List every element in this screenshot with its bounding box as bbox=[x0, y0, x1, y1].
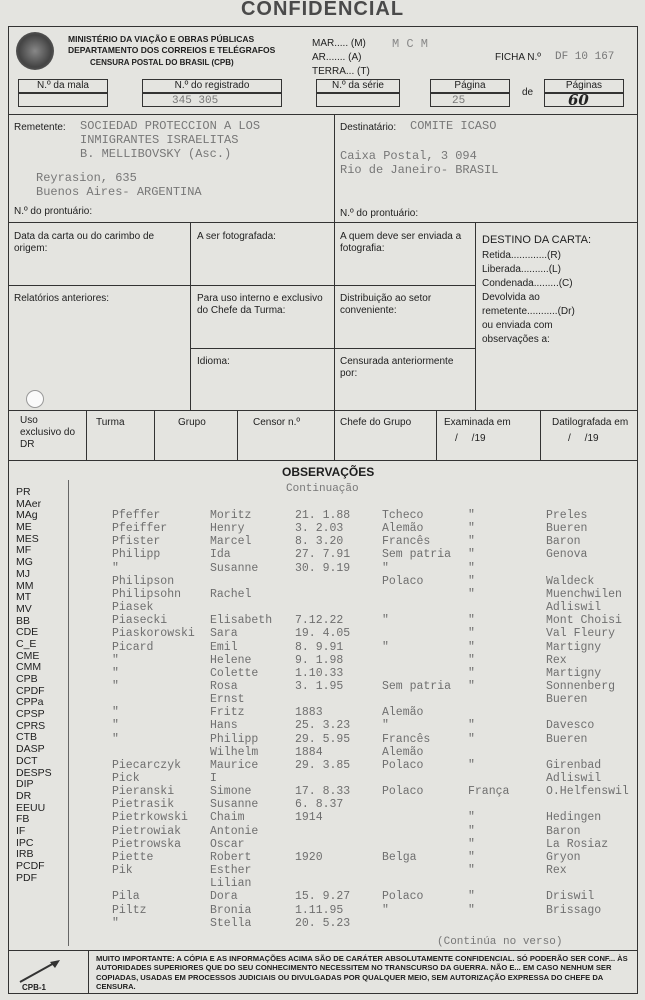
city-cell: Mont Choisi bbox=[546, 614, 622, 628]
nationality-cell: Sem patria bbox=[382, 548, 452, 562]
birth-date-cell: 17. 8.33 bbox=[295, 785, 351, 799]
mala-value-box bbox=[18, 93, 108, 107]
nationality-cell: Alemão bbox=[382, 745, 424, 759]
observation-row bbox=[0, 706, 645, 719]
pagina-label: Página bbox=[454, 80, 486, 91]
agency-code: MES bbox=[16, 532, 39, 545]
city-cell: Baron bbox=[546, 535, 581, 549]
observation-row bbox=[0, 848, 645, 864]
surname-cell: Pfister bbox=[112, 535, 161, 549]
mar-label: MAR..... (M) bbox=[312, 38, 366, 49]
ministry-name: MINISTÉRIO DA VIAÇÃO E OBRAS PÚBLICAS bbox=[68, 34, 255, 44]
status-cell: " bbox=[468, 627, 475, 641]
destino-liberada: Liberada..........(L) bbox=[482, 264, 561, 275]
surname-cell: " bbox=[112, 653, 119, 667]
given-name-cell: Hans bbox=[210, 719, 238, 733]
censorship-name: CENSURA POSTAL DO BRASIL (CPB) bbox=[90, 58, 234, 67]
chefe-grupo-label: Chefe do Grupo bbox=[340, 417, 412, 428]
given-name-cell: Dora bbox=[210, 890, 238, 904]
recipient-name: COMITE ICASO bbox=[410, 119, 497, 133]
status-cell: " bbox=[468, 864, 475, 878]
nationality-cell: " bbox=[382, 719, 389, 733]
surname-cell: " bbox=[112, 561, 119, 575]
agency-code: MM bbox=[16, 579, 34, 592]
city-cell: Rex bbox=[546, 864, 567, 878]
sender-line-1: SOCIEDAD PROTECCION A LOS bbox=[80, 119, 261, 133]
nationality-cell: Polaco bbox=[382, 758, 424, 772]
surname-cell: Piaskorowski bbox=[112, 627, 195, 641]
agency-code: DCT bbox=[16, 754, 38, 767]
observation-row bbox=[0, 890, 645, 903]
status-cell: " bbox=[468, 587, 475, 601]
given-name-cell: Emil bbox=[210, 640, 238, 654]
data-carta-label: Data da carta ou do carimbo de origem: bbox=[14, 231, 155, 254]
status-cell: " bbox=[468, 522, 475, 536]
given-name-cell: Simone bbox=[210, 785, 252, 799]
surname-cell: Picard bbox=[112, 640, 154, 654]
nationality-cell: Francês bbox=[382, 732, 431, 746]
surname-cell: Pila bbox=[112, 890, 140, 904]
distribuicao-label: Distribuição ao setor conveniente: bbox=[340, 293, 432, 316]
city-cell: Driswil bbox=[546, 890, 595, 904]
city-cell: Preles bbox=[546, 509, 588, 522]
city-cell: La Rosiaz bbox=[546, 837, 609, 851]
status-cell: " bbox=[468, 509, 475, 522]
registrado-box bbox=[142, 79, 282, 93]
nationality-cell: Francês bbox=[382, 535, 431, 549]
surname-cell: Philipp bbox=[112, 548, 161, 562]
terra-label: TERRA... (T) bbox=[312, 66, 370, 77]
paginas-label: Páginas bbox=[565, 80, 603, 91]
observation-row bbox=[0, 588, 645, 601]
observation-row bbox=[0, 575, 645, 588]
nationality-cell: Belga bbox=[382, 850, 417, 864]
given-name-cell: Colette bbox=[210, 666, 259, 680]
agency-code: IPC bbox=[16, 836, 34, 849]
given-name-cell: Marcel bbox=[210, 535, 252, 549]
observacoes-title: OBSERVAÇÕES bbox=[282, 465, 375, 479]
nationality-cell: Sem patria bbox=[382, 679, 452, 693]
observation-row bbox=[0, 667, 645, 680]
city-cell: Bueren bbox=[546, 522, 588, 536]
city-cell: Sonnenberg bbox=[546, 679, 616, 693]
given-name-cell: Henry bbox=[210, 522, 245, 536]
observation-row bbox=[0, 743, 645, 759]
given-name-cell: Oscar bbox=[210, 837, 245, 851]
agency-code: ME bbox=[16, 521, 32, 534]
mala-box bbox=[18, 79, 108, 93]
status-cell: " bbox=[468, 574, 475, 588]
surname-cell: Piecarczyk bbox=[112, 758, 182, 772]
agency-code: CME bbox=[16, 649, 40, 662]
status-cell: " bbox=[468, 535, 475, 549]
mar-value: M C M bbox=[392, 37, 429, 51]
birth-date-cell: 29. 3.85 bbox=[295, 758, 351, 772]
surname-cell: Philipson bbox=[112, 574, 175, 588]
given-name-cell: Antonie bbox=[210, 824, 259, 838]
surname-cell: " bbox=[112, 679, 119, 693]
sender-line-2: INMIGRANTES ISRAELITAS bbox=[80, 133, 239, 147]
coat-of-arms-icon bbox=[16, 32, 54, 70]
birth-date-cell: 30. 9.19 bbox=[295, 561, 351, 575]
status-cell: " bbox=[468, 719, 475, 733]
city-cell: Gryon bbox=[546, 850, 581, 864]
mala-label: N.º da mala bbox=[36, 80, 89, 91]
agency-code: MAer bbox=[16, 497, 42, 510]
status-cell: " bbox=[468, 679, 475, 693]
birth-date-cell: 19. 4.05 bbox=[295, 627, 351, 641]
nationality-cell: Tcheco bbox=[382, 509, 424, 522]
given-name-cell: Maurice bbox=[210, 758, 259, 772]
city-cell: Brissago bbox=[546, 903, 602, 917]
given-name-cell: Robert bbox=[210, 850, 252, 864]
ar-label: AR....... (A) bbox=[312, 52, 362, 63]
agency-code: MJ bbox=[16, 567, 30, 580]
ficha-value: DF 10 167 bbox=[555, 51, 615, 63]
observation-row bbox=[0, 562, 645, 575]
serie-label: N.º da série bbox=[331, 80, 384, 91]
agency-code: PDF bbox=[16, 871, 37, 884]
agency-code: CMM bbox=[16, 661, 42, 674]
observation-row bbox=[0, 601, 645, 614]
surname-cell: Pietrowiak bbox=[112, 824, 182, 838]
status-cell: " bbox=[468, 640, 475, 654]
surname-cell: Piasek bbox=[112, 601, 154, 615]
examinada-label: Examinada em bbox=[444, 417, 511, 428]
city-cell: Adliswil bbox=[546, 772, 602, 785]
birth-date-cell: 1920 bbox=[295, 850, 323, 864]
destino-title: DESTINO DA CARTA: bbox=[482, 234, 592, 246]
destino-retida: Retida.............(R) bbox=[482, 250, 561, 261]
status-cell: " bbox=[468, 666, 475, 680]
sender-line-3: B. MELLIBOVSKY (Asc.) bbox=[80, 147, 232, 161]
agency-code: IRB bbox=[16, 848, 34, 861]
sender-line-4: Reyrasion, 635 bbox=[36, 171, 137, 185]
observation-row bbox=[0, 917, 645, 930]
observation-row bbox=[0, 548, 645, 561]
given-name-cell: Philipp bbox=[210, 732, 259, 746]
agency-code: MAg bbox=[16, 509, 38, 522]
observation-row bbox=[0, 759, 645, 772]
agency-code: DASP bbox=[16, 743, 45, 756]
nationality-cell: " bbox=[382, 903, 389, 917]
given-name-cell: Elisabeth bbox=[210, 614, 273, 628]
city-cell: Hedingen bbox=[546, 811, 602, 825]
observation-row bbox=[0, 719, 645, 732]
observation-row bbox=[0, 637, 645, 654]
status-cell: " bbox=[468, 837, 475, 851]
given-name-cell: Wilhelm bbox=[210, 745, 259, 759]
given-name-cell: Chaim bbox=[210, 811, 245, 825]
agency-code: FB bbox=[16, 813, 30, 826]
agency-code: C_E bbox=[16, 637, 37, 650]
surname-cell: Pfeiffer bbox=[112, 522, 168, 536]
observation-row bbox=[0, 772, 645, 785]
observation-row bbox=[0, 627, 645, 640]
city-cell: Martigny bbox=[546, 640, 602, 654]
observation-row bbox=[0, 509, 645, 522]
birth-date-cell: 1914 bbox=[295, 811, 323, 825]
observation-row bbox=[0, 838, 645, 851]
city-cell: Bueren bbox=[546, 732, 588, 746]
punch-hole bbox=[26, 390, 44, 408]
surname-cell: " bbox=[112, 732, 119, 746]
ser-fotografada-label: A ser fotografada: bbox=[197, 231, 276, 242]
agency-code: MV bbox=[16, 602, 32, 615]
given-name-cell: Helene bbox=[210, 653, 252, 667]
observation-row bbox=[0, 811, 645, 824]
surname-cell: Piette bbox=[112, 850, 154, 864]
agency-code: MF bbox=[16, 544, 32, 557]
sender-prontuario-label: N.º do prontuário: bbox=[14, 206, 93, 217]
observation-row bbox=[0, 614, 645, 627]
observation-row bbox=[0, 693, 645, 706]
destino-enviada-1: ou enviada com bbox=[482, 320, 553, 331]
observation-row bbox=[0, 798, 645, 811]
given-name-cell: Rachel bbox=[210, 587, 252, 601]
quem-fotografia-label: A quem deve ser enviada a fotografia: bbox=[340, 231, 462, 254]
observation-row bbox=[0, 825, 645, 838]
given-name-cell: Esther bbox=[210, 864, 252, 878]
datilografada-date: / /19 bbox=[568, 433, 599, 444]
pagina-box bbox=[430, 79, 510, 93]
nationality-cell: " bbox=[382, 561, 389, 575]
given-name-cell: Rosa bbox=[210, 679, 238, 693]
given-name-cell: Fritz bbox=[210, 706, 245, 720]
nationality-cell: Alemão bbox=[382, 522, 424, 536]
given-name-cell: Susanne bbox=[210, 561, 259, 575]
recipient-label: Destinatário: bbox=[340, 122, 397, 133]
city-cell: Adliswil bbox=[546, 601, 602, 615]
observation-row bbox=[0, 654, 645, 667]
agency-code: DIP bbox=[16, 778, 34, 791]
uso-exclusivo-label: Uso exclusivo do DR bbox=[20, 415, 76, 450]
recipient-line-2: Caixa Postal, 3 094 bbox=[340, 149, 477, 163]
destino-enviada-2: observações a: bbox=[482, 334, 550, 345]
serie-box bbox=[316, 79, 400, 93]
agency-code: BB bbox=[16, 614, 31, 627]
agency-code: CDE bbox=[16, 626, 39, 639]
surname-cell: " bbox=[112, 666, 119, 680]
city-cell: Genova bbox=[546, 548, 588, 562]
city-cell: Girenbad bbox=[546, 758, 602, 772]
observacoes-subtitle: Continuação bbox=[286, 483, 359, 495]
city-cell: Rex bbox=[546, 653, 567, 667]
status-cell: " bbox=[468, 653, 475, 667]
turma-label: Turma bbox=[96, 417, 125, 428]
agency-code: PCDF bbox=[16, 860, 45, 872]
ficha-label: FICHA N.º bbox=[495, 52, 541, 63]
confidential-stamp: CONFIDENCIAL bbox=[240, 0, 405, 20]
birth-date-cell: 1.11.95 bbox=[295, 903, 344, 917]
paginas-value: 60 bbox=[568, 91, 589, 109]
confidentiality-note: MUITO IMPORTANTE: A CÓPIA E AS INFORMAÇÕES ACIMA SÃO DE CARÁTER ABSOLUTAMENTE CONFIDENCIAL. SÓ PODERÃO SER CONF... ÀS AUTORIDADES SUPERIORES QUE DO SEU CONHECIMENTO NECESSITEM NO TRANSCURSO DA GUERRA. NÃO E... EM CASO NENHUM SER COPIADAS, USADAS EM PROCESSOS JUDICIAIS OU DIVULGADAS POR QUALQUER MEIO, SEM AUTORIZAÇÃO EXPRESSA DO CHEFE DA CENSURA. bbox=[96, 954, 628, 992]
city-cell: Bueren bbox=[546, 693, 588, 707]
birth-date-cell: 29. 5.95 bbox=[295, 732, 351, 746]
status-cell: " bbox=[468, 824, 475, 838]
birth-date-cell: 6. 8.37 bbox=[295, 798, 344, 812]
form-id: CPB-1 bbox=[22, 983, 47, 992]
birth-date-cell: 21. 1.88 bbox=[295, 509, 351, 522]
agency-code: CPRS bbox=[16, 719, 46, 732]
surname-cell: " bbox=[112, 916, 119, 930]
observation-row bbox=[0, 864, 645, 877]
status-cell: " bbox=[468, 811, 475, 825]
status-cell: " bbox=[468, 850, 475, 864]
destino-devolvida-2: remetente...........(Dr) bbox=[482, 306, 575, 317]
birth-date-cell: 7.12.22 bbox=[295, 614, 344, 628]
observation-row bbox=[0, 532, 645, 549]
serie-value-box bbox=[316, 93, 400, 107]
surname-cell: " bbox=[112, 706, 119, 720]
birth-date-cell: 20. 5.23 bbox=[295, 916, 351, 930]
birth-date-cell: 8. 3.20 bbox=[295, 535, 344, 549]
surname-cell: Pietrasik bbox=[112, 798, 175, 812]
continua-note: (Continúa no verso) bbox=[437, 936, 563, 948]
pagina-value: 25 bbox=[452, 95, 466, 107]
censor-label: Censor n.º bbox=[253, 417, 301, 428]
birth-date-cell: 8. 9.91 bbox=[295, 640, 344, 654]
status-cell: " bbox=[468, 548, 475, 562]
status-cell: " bbox=[468, 903, 475, 917]
examinada-date: / /19 bbox=[455, 433, 486, 444]
status-cell: " bbox=[468, 561, 475, 575]
uso-interno-label: Para uso interno e exclusivo do Chefe da Turma: bbox=[197, 293, 323, 316]
city-cell: Martigny bbox=[546, 666, 602, 680]
grupo-label: Grupo bbox=[178, 417, 206, 428]
agency-code: CPSP bbox=[16, 708, 45, 721]
registrado-label: N.º do registrado bbox=[174, 80, 250, 91]
department-name: DEPARTAMENTO DOS CORREIOS E TELÉGRAFOS bbox=[68, 45, 276, 55]
city-cell: Muenchwilen bbox=[546, 587, 622, 601]
given-name-cell: I bbox=[210, 772, 217, 785]
agency-code: MG bbox=[16, 556, 33, 569]
given-name-cell: Susanne bbox=[210, 798, 259, 812]
relatorios-label: Relatórios anteriores: bbox=[14, 293, 110, 304]
destino-devolvida-1: Devolvida ao bbox=[482, 292, 540, 303]
surname-cell: Pietrkowski bbox=[112, 811, 188, 825]
surname-cell: Pick bbox=[112, 772, 140, 785]
nationality-cell: " bbox=[382, 614, 389, 628]
given-name-cell: Lilian bbox=[210, 877, 252, 891]
given-name-cell: Ernst bbox=[210, 693, 245, 707]
agency-code: PR bbox=[16, 486, 31, 498]
observation-row bbox=[0, 904, 645, 917]
birth-date-cell: 9. 1.98 bbox=[295, 653, 344, 667]
agency-code: CPPa bbox=[16, 696, 44, 709]
surname-cell: Pieranski bbox=[112, 785, 175, 799]
de-label: de bbox=[522, 87, 534, 98]
status-cell: " bbox=[468, 758, 475, 772]
agency-code: DESPS bbox=[16, 766, 52, 779]
nationality-cell: Polaco bbox=[382, 785, 424, 799]
nationality-cell: Polaco bbox=[382, 890, 424, 904]
sender-line-5: Buenos Aires- ARGENTINA bbox=[36, 185, 202, 199]
recipient-line-3: Rio de Janeiro- BRASIL bbox=[340, 163, 499, 177]
idioma-label: Idioma: bbox=[197, 356, 230, 367]
nationality-cell: " bbox=[382, 640, 389, 654]
city-cell: Davesco bbox=[546, 719, 595, 733]
agency-code: CPB bbox=[16, 673, 38, 685]
observation-row bbox=[0, 522, 645, 535]
observation-row bbox=[0, 733, 645, 746]
city-cell: Waldeck bbox=[546, 574, 595, 588]
agency-code: IF bbox=[16, 824, 26, 837]
surname-cell: Piltz bbox=[112, 903, 147, 917]
status-cell: " bbox=[468, 890, 475, 904]
sender-label: Remetente: bbox=[14, 122, 66, 133]
birth-date-cell: 1883 bbox=[295, 706, 323, 720]
datilografada-label: Datilografada em bbox=[552, 417, 629, 428]
status-cell: França bbox=[468, 785, 510, 799]
agency-code: MT bbox=[16, 591, 32, 604]
observation-row bbox=[0, 785, 645, 798]
registrado-value: 345 305 bbox=[172, 95, 219, 107]
observation-row bbox=[0, 877, 645, 890]
birth-date-cell: 3. 2.03 bbox=[295, 522, 344, 536]
given-name-cell: Bronia bbox=[210, 903, 252, 917]
censurada-label: Censurada anteriormente por: bbox=[340, 356, 454, 379]
surname-cell: Piasecki bbox=[112, 614, 168, 628]
pagina-value-box bbox=[430, 93, 510, 107]
nationality-cell: Polaco bbox=[382, 574, 424, 588]
birth-date-cell: 25. 3.23 bbox=[295, 719, 351, 733]
surname-cell: " bbox=[112, 719, 119, 733]
given-name-cell: Stella bbox=[210, 916, 252, 930]
agency-code: CTB bbox=[16, 731, 37, 744]
recipient-prontuario-label: N.º do prontuário: bbox=[340, 208, 419, 219]
city-cell: Baron bbox=[546, 824, 581, 838]
birth-date-cell: 3. 1.95 bbox=[295, 679, 344, 693]
surname-cell: Pietrowska bbox=[112, 837, 182, 851]
surname-cell: Philipsohn bbox=[112, 587, 182, 601]
status-cell: " bbox=[468, 614, 475, 628]
status-cell: " bbox=[468, 732, 475, 746]
surname-cell: Pfeffer bbox=[112, 509, 161, 522]
city-cell: Val Fleury bbox=[546, 627, 616, 641]
city-cell: O.Helfenswil bbox=[546, 785, 629, 799]
agency-code: CPDF bbox=[16, 684, 45, 697]
given-name-cell: Sara bbox=[210, 627, 238, 641]
agency-code: DR bbox=[16, 789, 32, 802]
birth-date-cell: 27. 7.91 bbox=[295, 548, 351, 562]
birth-date-cell: 1.10.33 bbox=[295, 666, 344, 680]
birth-date-cell: 1884 bbox=[295, 745, 323, 759]
nationality-cell: Alemão bbox=[382, 706, 424, 720]
surname-cell: Pik bbox=[112, 864, 133, 878]
birth-date-cell: 15. 9.27 bbox=[295, 890, 351, 904]
given-name-cell: Moritz bbox=[210, 509, 252, 522]
agency-code: EEUU bbox=[16, 801, 46, 814]
given-name-cell: Ida bbox=[210, 548, 231, 562]
observation-row bbox=[0, 680, 645, 693]
destino-condenada: Condenada.........(C) bbox=[482, 278, 573, 289]
